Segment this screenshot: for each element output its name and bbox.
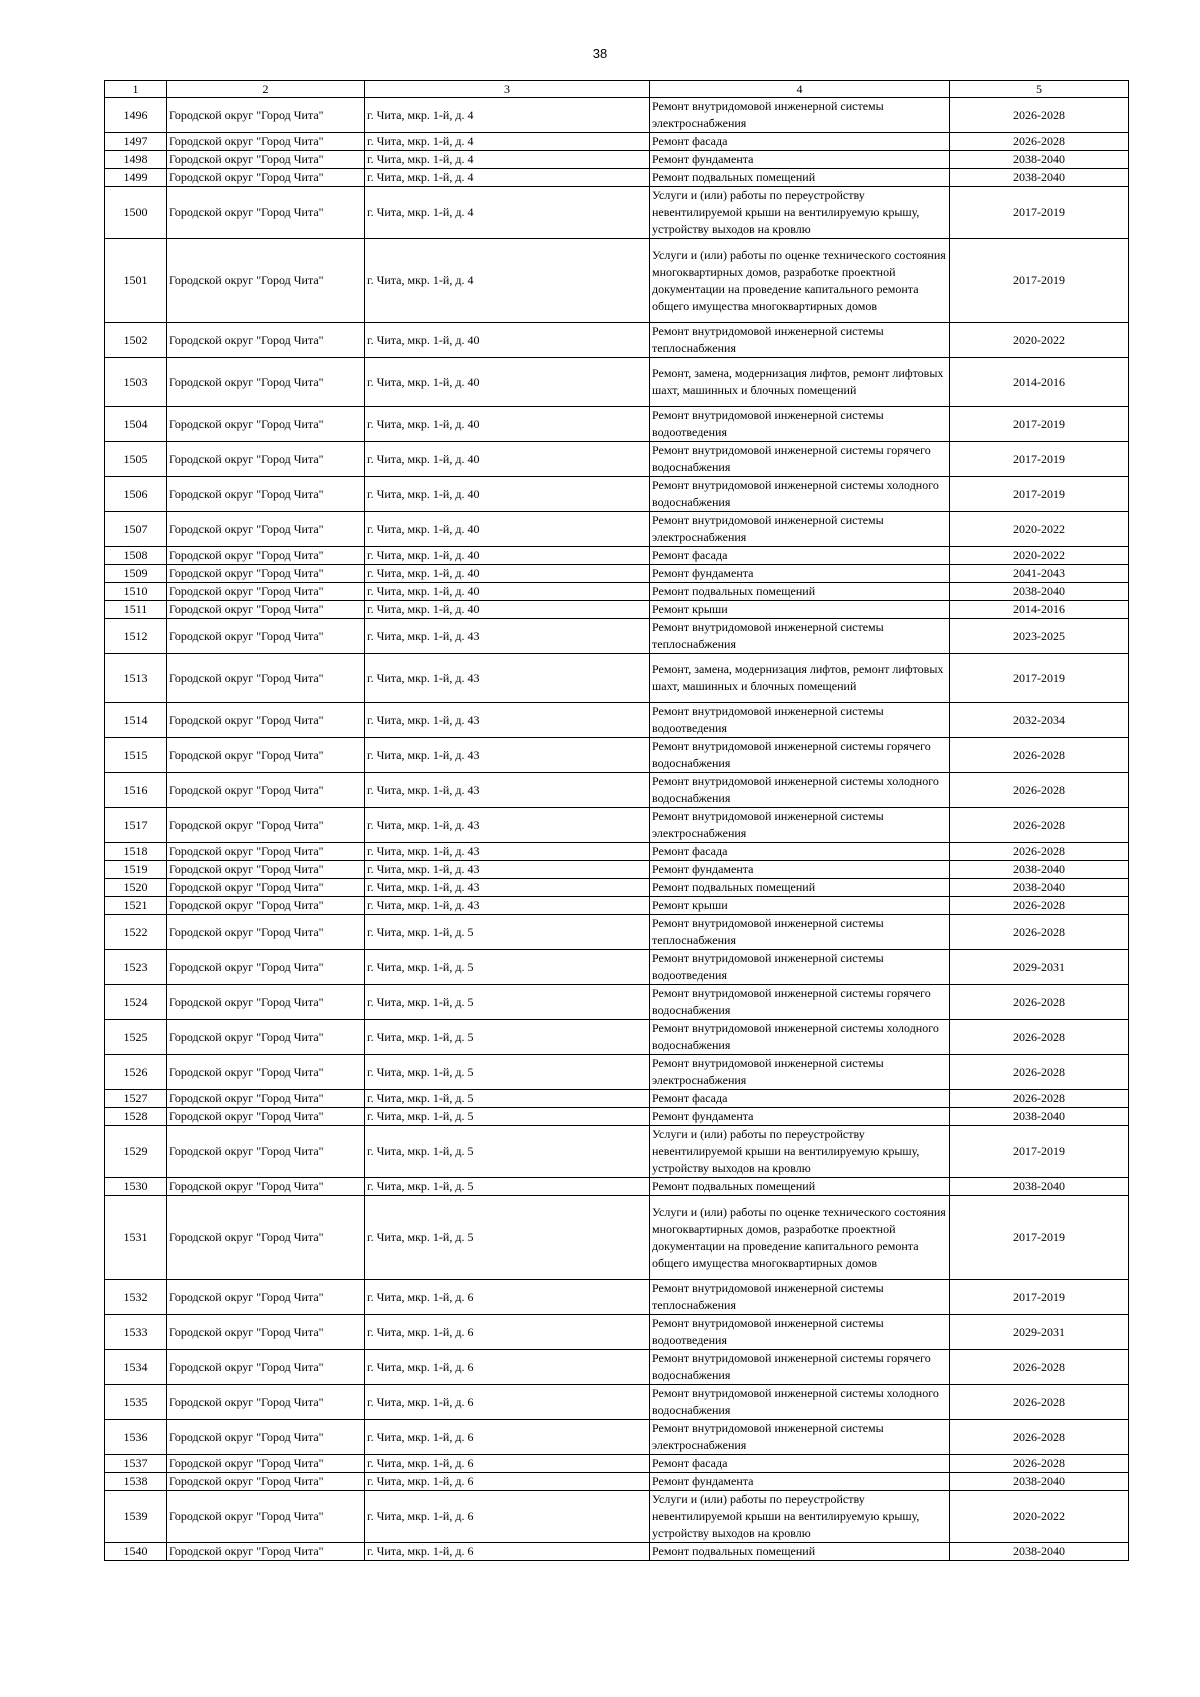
period-cell: 2026-2028 bbox=[950, 897, 1129, 915]
column-header-3: 3 bbox=[365, 81, 650, 98]
address-cell: г. Чита, мкр. 1-й, д. 6 bbox=[365, 1350, 650, 1385]
row-number: 1529 bbox=[105, 1126, 167, 1178]
table-row bbox=[105, 187, 1129, 239]
municipality-cell: Городской округ "Город Чита" bbox=[167, 808, 365, 843]
table-row bbox=[105, 98, 1129, 133]
work-type-cell: Ремонт фасада bbox=[650, 1455, 950, 1473]
table-body bbox=[105, 98, 1129, 1561]
column-header-5: 5 bbox=[950, 81, 1129, 98]
period-cell: 2014-2016 bbox=[950, 358, 1129, 407]
period-cell: 2026-2028 bbox=[950, 843, 1129, 861]
table-row bbox=[105, 512, 1129, 547]
table-row bbox=[105, 358, 1129, 407]
work-type-cell: Ремонт подвальных помещений bbox=[650, 1543, 950, 1561]
address-cell: г. Чита, мкр. 1-й, д. 40 bbox=[365, 358, 650, 407]
municipality-cell: Городской округ "Город Чита" bbox=[167, 187, 365, 239]
work-type-cell: Ремонт фасада bbox=[650, 133, 950, 151]
period-cell: 2038-2040 bbox=[950, 1108, 1129, 1126]
table-row bbox=[105, 583, 1129, 601]
municipality-cell: Городской округ "Город Чита" bbox=[167, 358, 365, 407]
municipality-cell: Городской округ "Город Чита" bbox=[167, 1280, 365, 1315]
address-cell: г. Чита, мкр. 1-й, д. 40 bbox=[365, 407, 650, 442]
municipality-cell: Городской округ "Город Чита" bbox=[167, 619, 365, 654]
address-cell: г. Чита, мкр. 1-й, д. 4 bbox=[365, 187, 650, 239]
period-cell: 2038-2040 bbox=[950, 1473, 1129, 1491]
row-number: 1508 bbox=[105, 547, 167, 565]
municipality-cell: Городской округ "Город Чита" bbox=[167, 565, 365, 583]
table-row bbox=[105, 808, 1129, 843]
address-cell: г. Чита, мкр. 1-й, д. 5 bbox=[365, 1090, 650, 1108]
table-row bbox=[105, 477, 1129, 512]
municipality-cell: Городской округ "Город Чита" bbox=[167, 547, 365, 565]
table-row bbox=[105, 1108, 1129, 1126]
address-cell: г. Чита, мкр. 1-й, д. 4 bbox=[365, 98, 650, 133]
address-cell: г. Чита, мкр. 1-й, д. 40 bbox=[365, 512, 650, 547]
address-cell: г. Чита, мкр. 1-й, д. 43 bbox=[365, 897, 650, 915]
period-cell: 2026-2028 bbox=[950, 1350, 1129, 1385]
table-row bbox=[105, 547, 1129, 565]
work-type-cell: Ремонт фундамента bbox=[650, 151, 950, 169]
row-number: 1510 bbox=[105, 583, 167, 601]
work-type-cell: Ремонт внутридомовой инженерной системы электроснабжения bbox=[650, 98, 950, 133]
municipality-cell: Городской округ "Город Чита" bbox=[167, 323, 365, 358]
address-cell: г. Чита, мкр. 1-й, д. 43 bbox=[365, 879, 650, 897]
work-type-cell: Ремонт внутридомовой инженерной системы теплоснабжения bbox=[650, 619, 950, 654]
table-row bbox=[105, 1385, 1129, 1420]
period-cell: 2026-2028 bbox=[950, 985, 1129, 1020]
table-row bbox=[105, 323, 1129, 358]
work-type-cell: Ремонт подвальных помещений bbox=[650, 583, 950, 601]
work-type-cell: Ремонт внутридомовой инженерной системы горячего водоснабжения bbox=[650, 738, 950, 773]
period-cell: 2029-2031 bbox=[950, 1315, 1129, 1350]
table-row bbox=[105, 1473, 1129, 1491]
row-number: 1524 bbox=[105, 985, 167, 1020]
municipality-cell: Городской округ "Город Чита" bbox=[167, 151, 365, 169]
table-row bbox=[105, 1178, 1129, 1196]
work-type-cell: Ремонт внутридомовой инженерной системы электроснабжения bbox=[650, 512, 950, 547]
address-cell: г. Чита, мкр. 1-й, д. 43 bbox=[365, 619, 650, 654]
period-cell: 2017-2019 bbox=[950, 187, 1129, 239]
address-cell: г. Чита, мкр. 1-й, д. 40 bbox=[365, 583, 650, 601]
municipality-cell: Городской округ "Город Чита" bbox=[167, 477, 365, 512]
address-cell: г. Чита, мкр. 1-й, д. 43 bbox=[365, 808, 650, 843]
period-cell: 2017-2019 bbox=[950, 239, 1129, 323]
row-number: 1509 bbox=[105, 565, 167, 583]
work-type-cell: Ремонт внутридомовой инженерной системы электроснабжения bbox=[650, 808, 950, 843]
period-cell: 2026-2028 bbox=[950, 1455, 1129, 1473]
municipality-cell: Городской округ "Город Чита" bbox=[167, 1178, 365, 1196]
address-cell: г. Чита, мкр. 1-й, д. 40 bbox=[365, 323, 650, 358]
period-cell: 2026-2028 bbox=[950, 915, 1129, 950]
work-type-cell: Ремонт внутридомовой инженерной системы водоотведения bbox=[650, 407, 950, 442]
address-cell: г. Чита, мкр. 1-й, д. 40 bbox=[365, 565, 650, 583]
row-number: 1525 bbox=[105, 1020, 167, 1055]
address-cell: г. Чита, мкр. 1-й, д. 5 bbox=[365, 1126, 650, 1178]
address-cell: г. Чита, мкр. 1-й, д. 6 bbox=[365, 1543, 650, 1561]
period-cell: 2038-2040 bbox=[950, 1178, 1129, 1196]
row-number: 1501 bbox=[105, 239, 167, 323]
period-cell: 2038-2040 bbox=[950, 583, 1129, 601]
period-cell: 2038-2040 bbox=[950, 169, 1129, 187]
row-number: 1540 bbox=[105, 1543, 167, 1561]
work-type-cell: Ремонт, замена, модернизация лифтов, ремонт лифтовых шахт, машинных и блочных помещений bbox=[650, 358, 950, 407]
table-row bbox=[105, 738, 1129, 773]
municipality-cell: Городской округ "Город Чита" bbox=[167, 1491, 365, 1543]
row-number: 1523 bbox=[105, 950, 167, 985]
municipality-cell: Городской округ "Город Чита" bbox=[167, 879, 365, 897]
period-cell: 2026-2028 bbox=[950, 773, 1129, 808]
row-number: 1521 bbox=[105, 897, 167, 915]
municipality-cell: Городской округ "Город Чита" bbox=[167, 407, 365, 442]
table-row bbox=[105, 407, 1129, 442]
table-row bbox=[105, 1315, 1129, 1350]
period-cell: 2026-2028 bbox=[950, 98, 1129, 133]
row-number: 1533 bbox=[105, 1315, 167, 1350]
period-cell: 2038-2040 bbox=[950, 861, 1129, 879]
municipality-cell: Городской округ "Город Чита" bbox=[167, 169, 365, 187]
municipality-cell: Городской округ "Город Чита" bbox=[167, 1055, 365, 1090]
row-number: 1511 bbox=[105, 601, 167, 619]
table-row bbox=[105, 1020, 1129, 1055]
period-cell: 2017-2019 bbox=[950, 407, 1129, 442]
row-number: 1517 bbox=[105, 808, 167, 843]
address-cell: г. Чита, мкр. 1-й, д. 43 bbox=[365, 773, 650, 808]
row-number: 1505 bbox=[105, 442, 167, 477]
address-cell: г. Чита, мкр. 1-й, д. 5 bbox=[365, 1020, 650, 1055]
row-number: 1496 bbox=[105, 98, 167, 133]
period-cell: 2017-2019 bbox=[950, 1280, 1129, 1315]
period-cell: 2026-2028 bbox=[950, 1385, 1129, 1420]
row-number: 1531 bbox=[105, 1196, 167, 1280]
row-number: 1503 bbox=[105, 358, 167, 407]
work-type-cell: Ремонт внутридомовой инженерной системы водоотведения bbox=[650, 703, 950, 738]
period-cell: 2029-2031 bbox=[950, 950, 1129, 985]
municipality-cell: Городской округ "Город Чита" bbox=[167, 1020, 365, 1055]
table-row bbox=[105, 151, 1129, 169]
page-number: 38 bbox=[592, 46, 608, 61]
table-row bbox=[105, 619, 1129, 654]
period-cell: 2026-2028 bbox=[950, 1055, 1129, 1090]
municipality-cell: Городской округ "Город Чита" bbox=[167, 1455, 365, 1473]
work-type-cell: Ремонт, замена, модернизация лифтов, ремонт лифтовых шахт, машинных и блочных помещений bbox=[650, 654, 950, 703]
address-cell: г. Чита, мкр. 1-й, д. 43 bbox=[365, 738, 650, 773]
address-cell: г. Чита, мкр. 1-й, д. 43 bbox=[365, 861, 650, 879]
municipality-cell: Городской округ "Город Чита" bbox=[167, 1350, 365, 1385]
municipality-cell: Городской округ "Город Чита" bbox=[167, 773, 365, 808]
table-row bbox=[105, 654, 1129, 703]
municipality-cell: Городской округ "Город Чита" bbox=[167, 1543, 365, 1561]
work-type-cell: Услуги и (или) работы по переустройству невентилируемой крыши на вентилируемую крышу, устройству выходов на кровлю bbox=[650, 1126, 950, 1178]
address-cell: г. Чита, мкр. 1-й, д. 6 bbox=[365, 1455, 650, 1473]
row-number: 1498 bbox=[105, 151, 167, 169]
row-number: 1519 bbox=[105, 861, 167, 879]
work-type-cell: Ремонт фундамента bbox=[650, 1473, 950, 1491]
period-cell: 2041-2043 bbox=[950, 565, 1129, 583]
municipality-cell: Городской округ "Город Чита" bbox=[167, 950, 365, 985]
table-row bbox=[105, 1491, 1129, 1543]
municipality-cell: Городской округ "Город Чита" bbox=[167, 1108, 365, 1126]
municipality-cell: Городской округ "Город Чита" bbox=[167, 861, 365, 879]
municipality-cell: Городской округ "Город Чита" bbox=[167, 654, 365, 703]
period-cell: 2032-2034 bbox=[950, 703, 1129, 738]
row-number: 1532 bbox=[105, 1280, 167, 1315]
work-type-cell: Ремонт внутридомовой инженерной системы теплоснабжения bbox=[650, 915, 950, 950]
work-type-cell: Ремонт внутридомовой инженерной системы холодного водоснабжения bbox=[650, 1385, 950, 1420]
period-cell: 2026-2028 bbox=[950, 1090, 1129, 1108]
address-cell: г. Чита, мкр. 1-й, д. 40 bbox=[365, 601, 650, 619]
work-type-cell: Ремонт внутридомовой инженерной системы водоотведения bbox=[650, 1315, 950, 1350]
work-type-cell: Ремонт внутридомовой инженерной системы горячего водоснабжения bbox=[650, 985, 950, 1020]
period-cell: 2026-2028 bbox=[950, 808, 1129, 843]
period-cell: 2026-2028 bbox=[950, 738, 1129, 773]
address-cell: г. Чита, мкр. 1-й, д. 5 bbox=[365, 1178, 650, 1196]
period-cell: 2023-2025 bbox=[950, 619, 1129, 654]
row-number: 1538 bbox=[105, 1473, 167, 1491]
municipality-cell: Городской округ "Город Чита" bbox=[167, 512, 365, 547]
municipality-cell: Городской округ "Город Чита" bbox=[167, 843, 365, 861]
municipality-cell: Городской округ "Город Чита" bbox=[167, 98, 365, 133]
work-type-cell: Ремонт внутридомовой инженерной системы электроснабжения bbox=[650, 1420, 950, 1455]
municipality-cell: Городской округ "Город Чита" bbox=[167, 1420, 365, 1455]
work-type-cell: Услуги и (или) работы по оценке технического состояния многоквартирных домов, разработке проектной документации на проведение капитального ремонта общего имущества многоквартирных домов bbox=[650, 239, 950, 323]
municipality-cell: Городской округ "Город Чита" bbox=[167, 915, 365, 950]
column-number-row bbox=[105, 81, 1129, 98]
work-type-cell: Ремонт внутридомовой инженерной системы холодного водоснабжения bbox=[650, 773, 950, 808]
work-type-cell: Ремонт подвальных помещений bbox=[650, 1178, 950, 1196]
table-row bbox=[105, 239, 1129, 323]
row-number: 1537 bbox=[105, 1455, 167, 1473]
address-cell: г. Чита, мкр. 1-й, д. 40 bbox=[365, 477, 650, 512]
work-type-cell: Услуги и (или) работы по переустройству невентилируемой крыши на вентилируемую крышу, устройству выходов на кровлю bbox=[650, 1491, 950, 1543]
work-type-cell: Ремонт подвальных помещений bbox=[650, 169, 950, 187]
address-cell: г. Чита, мкр. 1-й, д. 6 bbox=[365, 1385, 650, 1420]
table-row bbox=[105, 1090, 1129, 1108]
work-type-cell: Ремонт внутридомовой инженерной системы горячего водоснабжения bbox=[650, 442, 950, 477]
period-cell: 2020-2022 bbox=[950, 323, 1129, 358]
municipality-cell: Городской округ "Город Чита" bbox=[167, 1196, 365, 1280]
work-type-cell: Ремонт фасада bbox=[650, 1090, 950, 1108]
period-cell: 2026-2028 bbox=[950, 133, 1129, 151]
work-type-cell: Ремонт крыши bbox=[650, 601, 950, 619]
municipality-cell: Городской округ "Город Чита" bbox=[167, 1090, 365, 1108]
period-cell: 2020-2022 bbox=[950, 512, 1129, 547]
row-number: 1528 bbox=[105, 1108, 167, 1126]
row-number: 1520 bbox=[105, 879, 167, 897]
address-cell: г. Чита, мкр. 1-й, д. 5 bbox=[365, 915, 650, 950]
address-cell: г. Чита, мкр. 1-й, д. 5 bbox=[365, 1196, 650, 1280]
work-type-cell: Ремонт подвальных помещений bbox=[650, 879, 950, 897]
address-cell: г. Чита, мкр. 1-й, д. 6 bbox=[365, 1491, 650, 1543]
period-cell: 2017-2019 bbox=[950, 442, 1129, 477]
work-type-cell: Ремонт фундамента bbox=[650, 1108, 950, 1126]
work-type-cell: Ремонт фундамента bbox=[650, 565, 950, 583]
period-cell: 2020-2022 bbox=[950, 547, 1129, 565]
municipality-cell: Городской округ "Город Чита" bbox=[167, 601, 365, 619]
row-number: 1536 bbox=[105, 1420, 167, 1455]
address-cell: г. Чита, мкр. 1-й, д. 4 bbox=[365, 133, 650, 151]
period-cell: 2014-2016 bbox=[950, 601, 1129, 619]
address-cell: г. Чита, мкр. 1-й, д. 43 bbox=[365, 654, 650, 703]
table-row bbox=[105, 1350, 1129, 1385]
table-row bbox=[105, 1126, 1129, 1178]
row-number: 1526 bbox=[105, 1055, 167, 1090]
period-cell: 2017-2019 bbox=[950, 1126, 1129, 1178]
column-header-1: 1 bbox=[105, 81, 167, 98]
row-number: 1512 bbox=[105, 619, 167, 654]
row-number: 1497 bbox=[105, 133, 167, 151]
table-row bbox=[105, 985, 1129, 1020]
period-cell: 2026-2028 bbox=[950, 1020, 1129, 1055]
address-cell: г. Чита, мкр. 1-й, д. 6 bbox=[365, 1315, 650, 1350]
table-row bbox=[105, 703, 1129, 738]
address-cell: г. Чита, мкр. 1-й, д. 4 bbox=[365, 239, 650, 323]
address-cell: г. Чита, мкр. 1-й, д. 4 bbox=[365, 169, 650, 187]
row-number: 1527 bbox=[105, 1090, 167, 1108]
table-row bbox=[105, 1420, 1129, 1455]
table-row bbox=[105, 133, 1129, 151]
table-row bbox=[105, 442, 1129, 477]
column-header-2: 2 bbox=[167, 81, 365, 98]
work-type-cell: Ремонт фундамента bbox=[650, 861, 950, 879]
table-row bbox=[105, 1280, 1129, 1315]
work-type-cell: Ремонт внутридомовой инженерной системы водоотведения bbox=[650, 950, 950, 985]
work-type-cell: Услуги и (или) работы по переустройству невентилируемой крыши на вентилируемую крышу, устройству выходов на кровлю bbox=[650, 187, 950, 239]
address-cell: г. Чита, мкр. 1-й, д. 5 bbox=[365, 950, 650, 985]
row-number: 1522 bbox=[105, 915, 167, 950]
municipality-cell: Городской округ "Город Чита" bbox=[167, 1385, 365, 1420]
row-number: 1506 bbox=[105, 477, 167, 512]
municipality-cell: Городской округ "Город Чита" bbox=[167, 442, 365, 477]
work-type-cell: Ремонт фасада bbox=[650, 547, 950, 565]
row-number: 1535 bbox=[105, 1385, 167, 1420]
table-row bbox=[105, 169, 1129, 187]
row-number: 1514 bbox=[105, 703, 167, 738]
municipality-cell: Городской округ "Город Чита" bbox=[167, 985, 365, 1020]
table-row bbox=[105, 601, 1129, 619]
capital-repair-table bbox=[104, 80, 1129, 1561]
period-cell: 2038-2040 bbox=[950, 151, 1129, 169]
table-row bbox=[105, 950, 1129, 985]
table-row bbox=[105, 897, 1129, 915]
row-number: 1539 bbox=[105, 1491, 167, 1543]
table-row bbox=[105, 773, 1129, 808]
row-number: 1530 bbox=[105, 1178, 167, 1196]
address-cell: г. Чита, мкр. 1-й, д. 40 bbox=[365, 442, 650, 477]
period-cell: 2017-2019 bbox=[950, 654, 1129, 703]
work-type-cell: Ремонт внутридомовой инженерной системы теплоснабжения bbox=[650, 1280, 950, 1315]
municipality-cell: Городской округ "Город Чита" bbox=[167, 133, 365, 151]
period-cell: 2038-2040 bbox=[950, 1543, 1129, 1561]
table-row bbox=[105, 879, 1129, 897]
address-cell: г. Чита, мкр. 1-й, д. 43 bbox=[365, 843, 650, 861]
work-type-cell: Ремонт внутридомовой инженерной системы холодного водоснабжения bbox=[650, 477, 950, 512]
period-cell: 2020-2022 bbox=[950, 1491, 1129, 1543]
table-row bbox=[105, 861, 1129, 879]
table-row bbox=[105, 843, 1129, 861]
row-number: 1504 bbox=[105, 407, 167, 442]
address-cell: г. Чита, мкр. 1-й, д. 5 bbox=[365, 1108, 650, 1126]
address-cell: г. Чита, мкр. 1-й, д. 5 bbox=[365, 1055, 650, 1090]
table-row bbox=[105, 1196, 1129, 1280]
municipality-cell: Городской округ "Город Чита" bbox=[167, 239, 365, 323]
column-header-4: 4 bbox=[650, 81, 950, 98]
period-cell: 2026-2028 bbox=[950, 1420, 1129, 1455]
row-number: 1502 bbox=[105, 323, 167, 358]
address-cell: г. Чита, мкр. 1-й, д. 6 bbox=[365, 1473, 650, 1491]
row-number: 1500 bbox=[105, 187, 167, 239]
table-row bbox=[105, 915, 1129, 950]
period-cell: 2017-2019 bbox=[950, 477, 1129, 512]
municipality-cell: Городской округ "Город Чита" bbox=[167, 738, 365, 773]
row-number: 1516 bbox=[105, 773, 167, 808]
work-type-cell: Ремонт крыши bbox=[650, 897, 950, 915]
municipality-cell: Городской округ "Город Чита" bbox=[167, 583, 365, 601]
row-number: 1518 bbox=[105, 843, 167, 861]
address-cell: г. Чита, мкр. 1-й, д. 6 bbox=[365, 1280, 650, 1315]
municipality-cell: Городской округ "Город Чита" bbox=[167, 1315, 365, 1350]
address-cell: г. Чита, мкр. 1-й, д. 4 bbox=[365, 151, 650, 169]
address-cell: г. Чита, мкр. 1-й, д. 5 bbox=[365, 985, 650, 1020]
work-type-cell: Ремонт внутридомовой инженерной системы холодного водоснабжения bbox=[650, 1020, 950, 1055]
work-type-cell: Ремонт внутридомовой инженерной системы электроснабжения bbox=[650, 1055, 950, 1090]
work-type-cell: Ремонт фасада bbox=[650, 843, 950, 861]
row-number: 1534 bbox=[105, 1350, 167, 1385]
table-row bbox=[105, 1455, 1129, 1473]
table-row bbox=[105, 1543, 1129, 1561]
work-type-cell: Услуги и (или) работы по оценке технического состояния многоквартирных домов, разработке проектной документации на проведение капитального ремонта общего имущества многоквартирных домов bbox=[650, 1196, 950, 1280]
period-cell: 2038-2040 bbox=[950, 879, 1129, 897]
address-cell: г. Чита, мкр. 1-й, д. 43 bbox=[365, 703, 650, 738]
work-type-cell: Ремонт внутридомовой инженерной системы теплоснабжения bbox=[650, 323, 950, 358]
address-cell: г. Чита, мкр. 1-й, д. 40 bbox=[365, 547, 650, 565]
municipality-cell: Городской округ "Город Чита" bbox=[167, 703, 365, 738]
row-number: 1515 bbox=[105, 738, 167, 773]
municipality-cell: Городской округ "Город Чита" bbox=[167, 1126, 365, 1178]
work-type-cell: Ремонт внутридомовой инженерной системы горячего водоснабжения bbox=[650, 1350, 950, 1385]
row-number: 1507 bbox=[105, 512, 167, 547]
row-number: 1513 bbox=[105, 654, 167, 703]
period-cell: 2017-2019 bbox=[950, 1196, 1129, 1280]
table-row bbox=[105, 1055, 1129, 1090]
table-row bbox=[105, 565, 1129, 583]
address-cell: г. Чита, мкр. 1-й, д. 6 bbox=[365, 1420, 650, 1455]
municipality-cell: Городской округ "Город Чита" bbox=[167, 1473, 365, 1491]
municipality-cell: Городской округ "Город Чита" bbox=[167, 897, 365, 915]
row-number: 1499 bbox=[105, 169, 167, 187]
